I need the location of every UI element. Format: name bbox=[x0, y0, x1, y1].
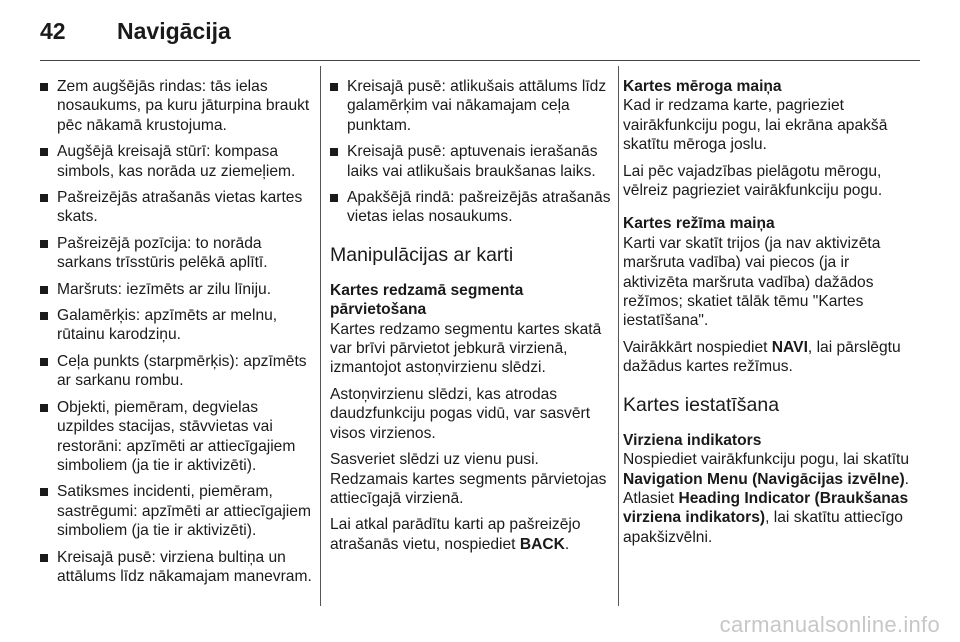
list-item bbox=[40, 306, 312, 345]
paragraph: Sasveriet slēdzi uz vienu pusi. Redzamais kartes segments pārvietojas attiecīgajā virzienā. bbox=[330, 451, 607, 507]
list-item bbox=[40, 142, 312, 181]
square-bullet-icon bbox=[40, 554, 48, 562]
paragraph-text: , lai skatītu attiecīgo apakšizvēlni. bbox=[623, 509, 903, 546]
list-item-text: Objekti, piemēram, degvielas uzpildes stacijas, stāvvietas vai restorāni: apzīmēti ar attiecīgajiem simboliem (ja tie ir aktivizēti). bbox=[57, 398, 296, 474]
subsection-heading-direction-indicator: Virziena indikators bbox=[623, 431, 762, 449]
square-bullet-icon bbox=[40, 312, 48, 320]
square-bullet-icon bbox=[40, 83, 48, 91]
paragraph-text: , lai pārslēgtu dažādus kartes režīmus. bbox=[623, 338, 901, 376]
list-item bbox=[40, 77, 312, 135]
list-item-text: Kreisajā pusē: atlikušais attālums līdz galamērķim vai nākamajam ceļa punktam. bbox=[347, 78, 607, 134]
list-item-text: Maršruts: iezīmēts ar zilu līniju. bbox=[57, 280, 272, 298]
chapter-title: Navigācija bbox=[117, 18, 231, 44]
column-divider-right bbox=[618, 66, 619, 606]
square-bullet-icon bbox=[40, 194, 48, 202]
bullet-list bbox=[330, 77, 612, 227]
square-bullet-icon bbox=[40, 286, 48, 294]
paragraph bbox=[623, 338, 913, 377]
square-bullet-icon bbox=[330, 194, 338, 202]
section-heading-map-settings: Kartes iestatīšana bbox=[623, 393, 780, 416]
list-item bbox=[40, 188, 312, 227]
column-1 bbox=[40, 77, 312, 593]
paragraph-text: Nospiediet vairākfunkciju pogu, lai skatītu bbox=[623, 451, 910, 469]
list-item bbox=[330, 77, 612, 135]
list-item-text: Galamērķis: apzīmēts ar melnu, rūtainu karodziņu. bbox=[57, 307, 278, 344]
list-item-text: Kreisajā pusē: virziena bultiņa un attālums līdz nākamajam manevram. bbox=[57, 548, 312, 585]
column-3 bbox=[623, 77, 913, 554]
paragraph-text: Vairākkārt nospiediet bbox=[623, 338, 772, 356]
list-item bbox=[40, 234, 312, 273]
column-2 bbox=[330, 77, 612, 561]
bullet-list bbox=[40, 77, 312, 586]
section-heading-map-manipulation: Manipulācijas ar karti bbox=[330, 243, 514, 266]
paragraph: Kad ir redzama karte, pagrieziet vairākfunkciju pogu, lai ekrāna apakšā skatītu mēroga joslu. bbox=[623, 97, 888, 154]
page-number: 42 bbox=[40, 18, 66, 44]
list-item-text: Augšējā kreisajā stūrī: kompasa simbols, kas norāda uz ziemeļiem. bbox=[57, 143, 296, 180]
square-bullet-icon bbox=[40, 358, 48, 366]
paragraph: Kartes redzamo segmentu kartes skatā var brīvi pārvietot jebkurā virzienā, izmantojot astoņvirzienu slēdzi. bbox=[330, 320, 602, 377]
subsection-heading-scale: Kartes mēroga maiņa bbox=[623, 78, 782, 95]
paragraph-text: Lai atkal parādītu karti ap pašreizējo atrašanās vietu, nospiediet bbox=[330, 516, 581, 553]
list-item bbox=[330, 142, 612, 181]
list-item bbox=[40, 352, 312, 391]
list-item bbox=[40, 482, 312, 540]
list-item-text: Kreisajā pusē: aptuvenais ierašanās laiks vai atlikušais braukšanas laiks. bbox=[347, 143, 598, 180]
list-item bbox=[40, 280, 312, 299]
paragraph: Karti var skatīt trijos (ja nav aktivizēta maršruta vadība) vai piecos (ja ir aktivizēta maršruta vadība) dažādos režīmos; skatiet tālāk tēmu "Kartes iestatīšana". bbox=[623, 234, 881, 330]
navi-button-label: NAVI bbox=[771, 338, 808, 356]
list-item bbox=[40, 398, 312, 476]
list-item-text: Satiksmes incidenti, piemēram, sastrēgumi: apzīmēti ar attiecīgajiem simboliem (ja tie ir aktivizēti). bbox=[57, 483, 311, 540]
list-item-text: Apakšējā rindā: pašreizējās atrašanās vietas ielas nosaukums. bbox=[347, 189, 611, 226]
list-item bbox=[40, 548, 312, 587]
list-item-text: Pašreizējās atrašanās vietas kartes skats. bbox=[57, 189, 303, 226]
square-bullet-icon bbox=[40, 240, 48, 248]
paragraph-text: . bbox=[564, 535, 570, 553]
paragraph bbox=[623, 450, 913, 547]
watermark: carmanualsonline.info bbox=[719, 612, 940, 637]
list-item-text: Zem augšējās rindas: tās ielas nosaukums, pa kuru jāturpina braukt pēc nākamā krustojuma. bbox=[57, 78, 310, 134]
menu-name-heading-indicator: Heading Indicator (Braukšanas virziena indikators) bbox=[623, 489, 909, 527]
paragraph-text: . Atlasiet bbox=[623, 470, 909, 507]
back-button-label: BACK bbox=[519, 535, 565, 553]
square-bullet-icon bbox=[40, 148, 48, 156]
header-rule bbox=[40, 60, 920, 61]
list-item bbox=[330, 188, 612, 227]
square-bullet-icon bbox=[40, 488, 48, 496]
list-item-text: Pašreizējā pozīcija: to norāda sarkans trīsstūris pelēkā aplītī. bbox=[57, 234, 268, 272]
square-bullet-icon bbox=[40, 404, 48, 412]
square-bullet-icon bbox=[330, 83, 338, 91]
paragraph bbox=[330, 515, 612, 554]
column-divider-left bbox=[320, 66, 321, 606]
paragraph: Lai pēc vajadzības pielāgotu mērogu, vēlreiz pagrieziet vairākfunkciju pogu. bbox=[623, 162, 883, 200]
paragraph: Astoņvirzienu slēdzi, kas atrodas daudzfunkciju pogas vidū, var sasvērt visos virzienos. bbox=[330, 385, 591, 442]
subsection-heading-move-segment: Kartes redzamā segmenta pārvietošana bbox=[330, 281, 524, 319]
list-item-text: Ceļa punkts (starpmērķis): apzīmēts ar sarkanu rombu. bbox=[57, 352, 307, 390]
square-bullet-icon bbox=[330, 148, 338, 156]
subsection-heading-map-mode: Kartes režīma maiņa bbox=[623, 215, 775, 233]
menu-name-navigation: Navigation Menu (Navigācijas izvēlne) bbox=[623, 470, 905, 488]
